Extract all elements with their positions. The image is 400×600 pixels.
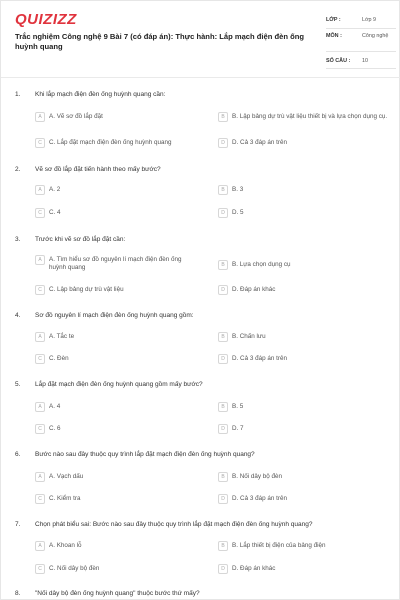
- meta-divider: [326, 28, 396, 29]
- option-text: A. Vẽ sơ đồ lắp đặt: [49, 113, 103, 120]
- option-text: C. Lắp đặt mạch điện đèn ống huỳnh quang: [49, 139, 172, 146]
- option-text: A. Tìm hiểu sơ đồ nguyên lí mạch điện đèn ống huỳnh quang: [49, 256, 182, 271]
- option-letter-box: B: [218, 402, 228, 412]
- option-letter-box: A: [35, 332, 45, 342]
- option-text: D. Đáp án khác: [232, 565, 276, 572]
- meta-grade-label: LỚP :: [326, 17, 341, 23]
- meta-count-label: SỐ CÂU :: [326, 58, 351, 64]
- option-letter-box: B: [218, 112, 228, 122]
- option-letter-box: C: [35, 354, 45, 364]
- option-letter-box: A: [35, 402, 45, 412]
- meta-subject-label: MÔN :: [326, 33, 342, 39]
- option-text: A. Vạch dấu: [49, 473, 84, 480]
- option-text: C. Kiểm tra: [49, 495, 81, 502]
- option-text: D. 7: [232, 425, 244, 432]
- option-text: A. Khoan lỗ: [49, 542, 82, 549]
- option-letter-box: D: [218, 424, 228, 434]
- option-text: B. Nối dây bộ đèn: [232, 473, 283, 480]
- option-text: C. Lập bảng dự trù vật liệu: [49, 286, 124, 293]
- option-letter-box: A: [35, 472, 45, 482]
- option-text: B. Lựa chọn dụng cụ: [232, 261, 291, 268]
- option-text: A. 4: [49, 403, 61, 410]
- question-text: "Nối dây bộ đèn ống huỳnh quang" thuộc bước thứ mấy?: [35, 590, 200, 597]
- option-text: A. Tắc te: [49, 333, 75, 340]
- question-text: Vẽ sơ đồ lắp đặt tiến hành theo mấy bước?: [35, 166, 161, 173]
- option-letter-box: A: [35, 112, 45, 122]
- option-text: C. 4: [49, 209, 61, 216]
- worksheet-header: [1, 1, 400, 79]
- option-letter-box: C: [35, 494, 45, 504]
- question-number: 3.: [15, 236, 21, 243]
- option-text: B. 3: [232, 186, 244, 193]
- option-text: A. 2: [49, 186, 61, 193]
- option-text: D. Cả 3 đáp án trên: [232, 495, 287, 502]
- option-letter-box: D: [218, 208, 228, 218]
- option-letter-box: B: [218, 332, 228, 342]
- question-number: 1.: [15, 91, 21, 98]
- question-number: 2.: [15, 166, 21, 173]
- question-number: 7.: [15, 521, 21, 528]
- option-letter-box: C: [35, 138, 45, 148]
- option-letter-box: B: [218, 472, 228, 482]
- question-text: Khi lắp mạch điện đèn ống huỳnh quang cần:: [35, 91, 166, 98]
- option-letter-box: B: [218, 185, 228, 195]
- meta-count-value: 10: [362, 58, 368, 64]
- option-text: D. Cả 3 đáp án trên: [232, 139, 287, 146]
- option-letter-box: D: [218, 138, 228, 148]
- question-number: 5.: [15, 381, 21, 388]
- option-text: D. 5: [232, 209, 244, 216]
- option-letter-box: D: [218, 564, 228, 574]
- meta-divider: [326, 51, 396, 52]
- option-text: C. 6: [49, 425, 61, 432]
- option-letter-box: B: [218, 260, 228, 270]
- meta-subject-value: Công nghệ: [362, 33, 389, 39]
- question-text: Bước nào sau đây thuộc quy trình lắp đặt mạch điện đèn ống huỳnh quang?: [35, 451, 255, 458]
- option-letter-box: A: [35, 541, 45, 551]
- meta-grade-value: Lớp 9: [362, 17, 377, 23]
- option-text: C. Nối dây bộ đèn: [49, 565, 100, 572]
- option-letter-box: C: [35, 208, 45, 218]
- question-number: 8.: [15, 590, 21, 597]
- option-text: B. Chấn lưu: [232, 333, 266, 340]
- option-text: D. Cả 3 đáp án trên: [232, 355, 287, 362]
- option-letter-box: A: [35, 255, 45, 265]
- meta-divider: [326, 68, 396, 69]
- question-text: Chọn phát biểu sai: Bước nào sau đây thuộc quy trình lắp đặt mạch điện đèn ống huỳnh quang?: [35, 521, 313, 528]
- option-letter-box: C: [35, 285, 45, 295]
- question-number: 6.: [15, 451, 21, 458]
- option-letter-box: B: [218, 541, 228, 551]
- option-text: B. 5: [232, 403, 244, 410]
- option-text: B. Lập bảng dự trù vật liệu thiết bị và lựa chọn dụng cụ.: [232, 113, 388, 120]
- question-number: 4.: [15, 312, 21, 319]
- option-letter-box: C: [35, 424, 45, 434]
- question-text: Trước khi vẽ sơ đồ lắp đặt cần:: [35, 236, 126, 243]
- worksheet-title: Trắc nghiệm Công nghệ 9 Bài 7 (có đáp án): Thực hành: Lắp mạch điện đèn ống huỳnh quang: [15, 32, 305, 51]
- option-text: C. Đèn: [49, 355, 69, 362]
- option-letter-box: C: [35, 564, 45, 574]
- option-letter-box: D: [218, 494, 228, 504]
- option-letter-box: A: [35, 185, 45, 195]
- option-letter-box: D: [218, 354, 228, 364]
- question-text: Sơ đồ nguyên lí mạch điện đèn ống huỳnh quang gồm:: [35, 312, 194, 319]
- question-text: Lắp đặt mạch điện đèn ống huỳnh quang gồm mấy bước?: [35, 381, 203, 388]
- header-divider: [1, 77, 400, 78]
- option-letter-box: D: [218, 285, 228, 295]
- option-text: B. Lắp thiết bị điện của bảng điện: [232, 542, 326, 549]
- option-text: D. Đáp án khác: [232, 286, 276, 293]
- quizizz-logo[interactable]: QUIZIZZ: [15, 11, 77, 28]
